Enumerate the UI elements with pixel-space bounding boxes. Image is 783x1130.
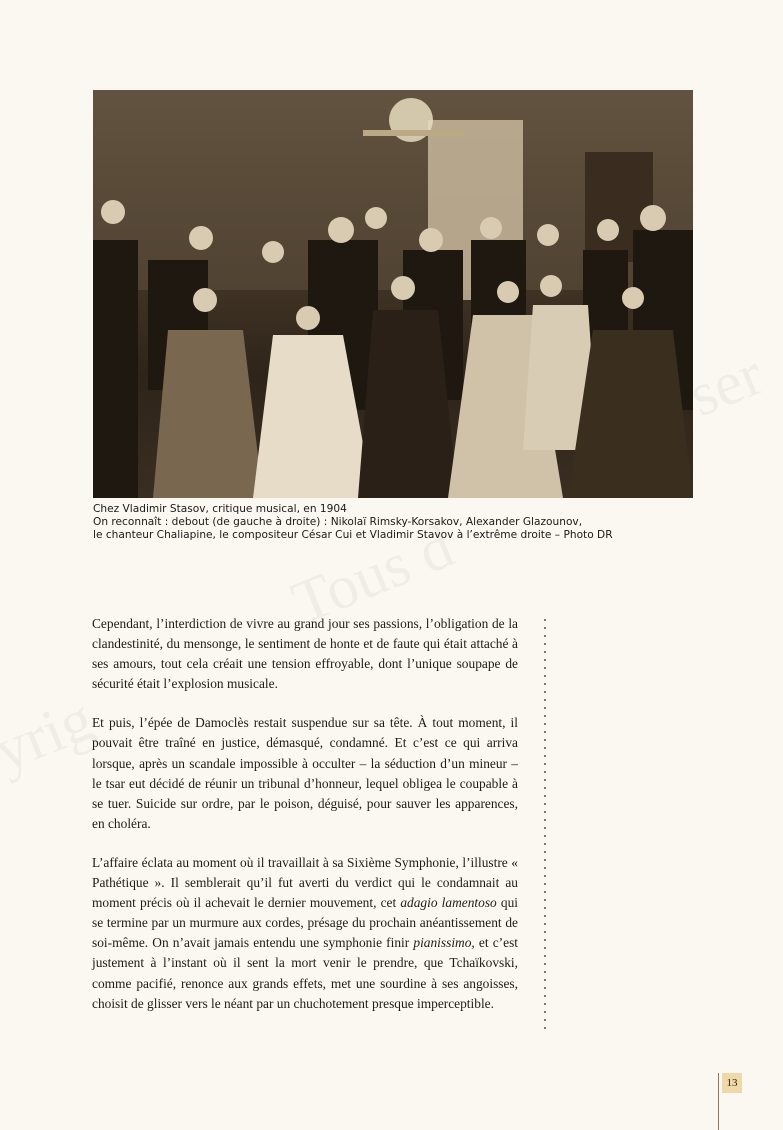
paragraph-3 bbox=[92, 853, 518, 1014]
paragraph-3-part-b: qui se termine par un murmure aux cordes, présage du prochain anéantissement de soi-même. On n’avait jamais entendu une symphonie finir bbox=[92, 895, 518, 951]
watermark-right bbox=[679, 339, 773, 432]
article-body bbox=[92, 614, 518, 1033]
caption-line-1: Chez Vladimir Stasov, critique musical, en 1904 bbox=[93, 503, 347, 515]
adagio-lamentoso-term: adagio lamentoso bbox=[400, 895, 497, 911]
page-number-rule bbox=[718, 1073, 719, 1130]
caption-line-3: le chanteur Chaliapine, le compositeur César Cui et Vladimir Stavov à l’extrême droite – Photo DR bbox=[93, 529, 613, 541]
dotted-divider bbox=[544, 616, 546, 1030]
pianissimo-term: pianissimo, bbox=[413, 935, 475, 951]
paragraph-1: Cependant, l’interdiction de vivre au grand jour ses passions, l’obligation de la clandestinité, du mensonge, le sentiment de honte et de faute qui était attaché à ses amours, tout cela créait une tension effroyable, dont l’unique soupape de sécurité était l’explosion musicale. bbox=[92, 616, 518, 692]
page-number: 13 bbox=[722, 1073, 742, 1093]
paragraph-2: Et puis, l’épée de Damoclès restait suspendue sur sa tête. À tout moment, il pouvait être traîné en justice, démasqué, condamné. Et c’est ce qui arriva lorsque, après un scandale impossible à occulter – la séduction d’un mineur – le tsar eut décidé de réunir un tribunal d’honneur, lequel obligea le coupable à se tuer. Suicide sur ordre, par le poison, déguisé, pour sauver les apparences, en choléra. bbox=[92, 715, 518, 831]
group-photo-illustration bbox=[93, 90, 693, 498]
paragraph-3-part-c: et c’est justement à l’instant où il sent la mort venir le prendre, que Tchaïkovski, comme pacifié, renonce aux grands effets, met une sourdine à ses angoisses, choisit de glisser vers le néant par un chuchotement presque imperceptible. bbox=[92, 935, 518, 1011]
group-photo bbox=[93, 90, 693, 498]
watermark-left bbox=[0, 684, 104, 787]
photo-caption bbox=[93, 503, 713, 542]
caption-line-2: On reconnaît : debout (de gauche à droite) : Nikolaï Rimsky-Korsakov, Alexander Glazounov, bbox=[93, 516, 583, 528]
paragraph-3-part-a: L’affaire éclata au moment où il travaillait à sa Sixième Symphonie, l’illustre « Pathétique ». Il semblerait qu’il fut averti du verdict qui le condamnait au moment précis où il achevait le dernier mouvement, cet bbox=[92, 854, 518, 911]
